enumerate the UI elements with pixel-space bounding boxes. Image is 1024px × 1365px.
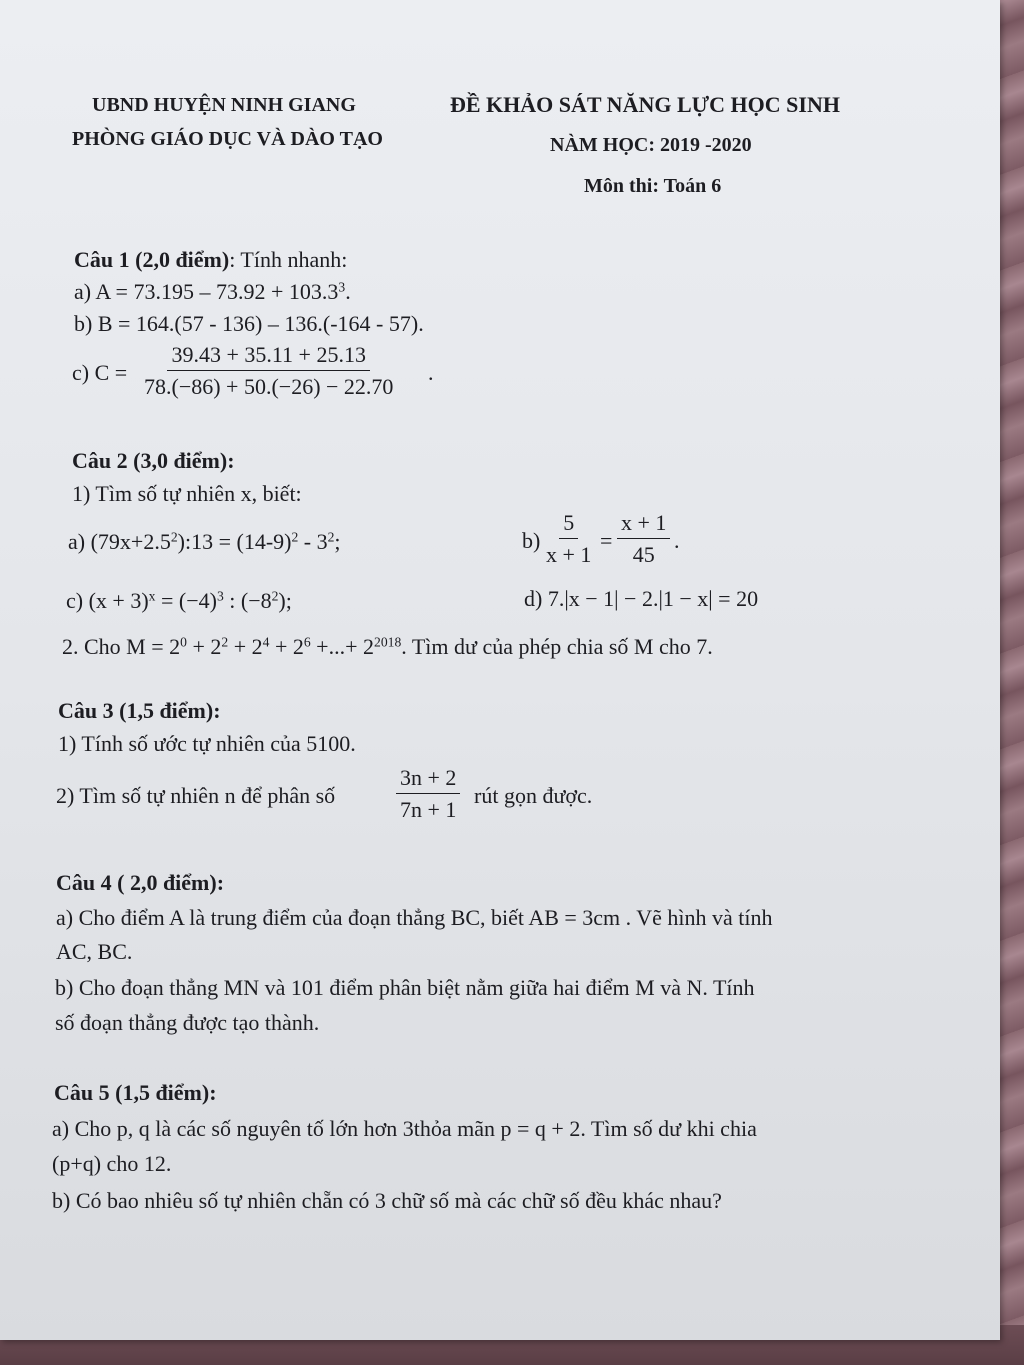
q2-b-label: b) [522, 528, 541, 553]
q2-p2-s2: + 2 [228, 634, 263, 659]
q2-a-mid: ):13 = (14-9) [177, 529, 292, 554]
q3-fraction [396, 767, 460, 821]
q2-c-exp1: x [148, 588, 156, 604]
q2-c-pre: c) (x + 3) [66, 588, 149, 613]
q1-title: Câu 1 (2,0 điểm) [74, 247, 230, 272]
q2-p2-exp4: 2018 [374, 634, 402, 650]
q2-c-exp3: 2 [271, 588, 279, 604]
q5-title: Câu 5 (1,5 điểm): [54, 1080, 217, 1105]
q2-b-equals: = [600, 528, 613, 553]
q2-part1-intro: 1) Tìm số tự nhiên x, biết: [72, 481, 302, 506]
q1-heading [74, 249, 347, 271]
q3-part-2-end: rút gọn được. [474, 783, 593, 808]
q1-c-numerator: 39.43 + 35.11 + 25.13 [167, 344, 370, 371]
q2-b-numerator-left: 5 [559, 512, 578, 539]
q2-p2-pre: 2. Cho M = 2 [62, 634, 181, 659]
q3-part-2-text: 2) Tìm số tự nhiên n để phân số [56, 783, 336, 808]
q4-title: Câu 4 ( 2,0 điểm): [56, 870, 225, 895]
q2-a-mid2: - 3 [298, 529, 328, 554]
q2-b-end: . [674, 528, 680, 553]
q2-a-end: ; [334, 529, 341, 554]
q4-part-b-line1: b) Cho đoạn thẳng MN và 101 điểm phân biệt nằm giữa hai điểm M và N. Tính [55, 975, 755, 1000]
q5-part-a-line1: a) Cho p, q là các số nguyên tố lớn hơn 3thỏa mãn p = q + 2. Tìm số dư khi chia [52, 1116, 757, 1141]
q4-part-a-line1: a) Cho điểm A là trung điểm của đoạn thẳng BC, biết AB = 3cm . Vẽ hình và tính [56, 905, 773, 930]
q1-a-end: . [345, 279, 351, 304]
q3-numerator: 3n + 2 [396, 767, 460, 794]
q2-a-pre: a) (79x+2.5 [68, 529, 171, 554]
q1-c-denominator: 78.(−86) + 50.(−26) − 22.70 [144, 374, 394, 399]
q2-p2-s1: + 2 [186, 634, 222, 659]
q1-part-a [74, 281, 351, 303]
school-year: NÀM HỌC: 2019 -2020 [550, 134, 752, 156]
header-department: PHÒNG GIÁO DỤC VÀ DÀO TẠO [72, 128, 383, 150]
q2-c-exp2: 3 [216, 588, 224, 604]
q4-part-a-line2: AC, BC. [56, 939, 133, 964]
q5-part-b: b) Có bao nhiêu số tự nhiên chẵn có 3 chữ số mà các chữ số đều khác nhau? [52, 1188, 722, 1213]
q2-p2-exp2: 4 [262, 634, 270, 650]
q3-part-1: 1) Tính số ước tự nhiên của 5100. [58, 731, 356, 756]
q2-a-exp1: 2 [170, 529, 178, 545]
q2-part-c [66, 590, 292, 612]
q2-part-d: d) 7.|x − 1| − 2.|1 − x| = 20 [524, 586, 759, 611]
q1-part-c-label: c) C = [72, 360, 128, 385]
q1-intro: : Tính nhanh: [229, 247, 348, 272]
q1-a-exponent: 3 [338, 279, 346, 295]
q2-c-end: ); [278, 588, 292, 613]
q2-b-denominator-right: 45 [632, 542, 655, 567]
q2-p2-exp0: 0 [180, 634, 187, 650]
q1-part-b: b) B = 164.(57 - 136) – 136.(-164 - 57). [74, 311, 424, 336]
q1-c-end: . [428, 360, 434, 385]
q1-c-fraction [140, 344, 397, 398]
q2-c-mid2: : (−8 [223, 588, 272, 613]
q2-p2-exp3: 6 [303, 634, 311, 650]
q2-part-2 [62, 636, 713, 658]
subject: Môn thi: Toán 6 [584, 175, 722, 197]
q2-p2-s3: + 2 [269, 634, 304, 659]
q3-denominator: 7n + 1 [400, 797, 457, 822]
q2-p2-s4: +...+ 2 [310, 634, 374, 659]
q2-p2-end: . Tìm dư của phép chia số M cho 7. [401, 634, 713, 659]
q2-part-a [68, 531, 341, 553]
q2-b-fraction-left [542, 512, 595, 566]
q1-a-text: a) A = 73.195 – 73.92 + 103.3 [74, 279, 339, 304]
q5-part-a-line2: (p+q) cho 12. [52, 1151, 172, 1176]
q2-a-exp2: 2 [291, 529, 299, 545]
q2-title: Câu 2 (3,0 điểm): [72, 448, 235, 473]
q2-a-exp3: 2 [327, 529, 335, 545]
q3-title: Câu 3 (1,5 điểm): [58, 698, 221, 723]
q2-b-numerator-right: x + 1 [617, 512, 670, 539]
q2-c-mid: = (−4) [155, 588, 217, 613]
header-district: UBND HUYỆN NINH GIANG [92, 94, 356, 116]
exam-title: ĐỀ KHẢO SÁT NĂNG LỰC HỌC SINH [450, 92, 840, 117]
q2-b-fraction-right [617, 512, 670, 566]
q4-part-b-line2: số đoạn thẳng được tạo thành. [55, 1010, 320, 1035]
q2-p2-exp1: 2 [221, 634, 229, 650]
q2-b-denominator-left: x + 1 [546, 542, 592, 567]
